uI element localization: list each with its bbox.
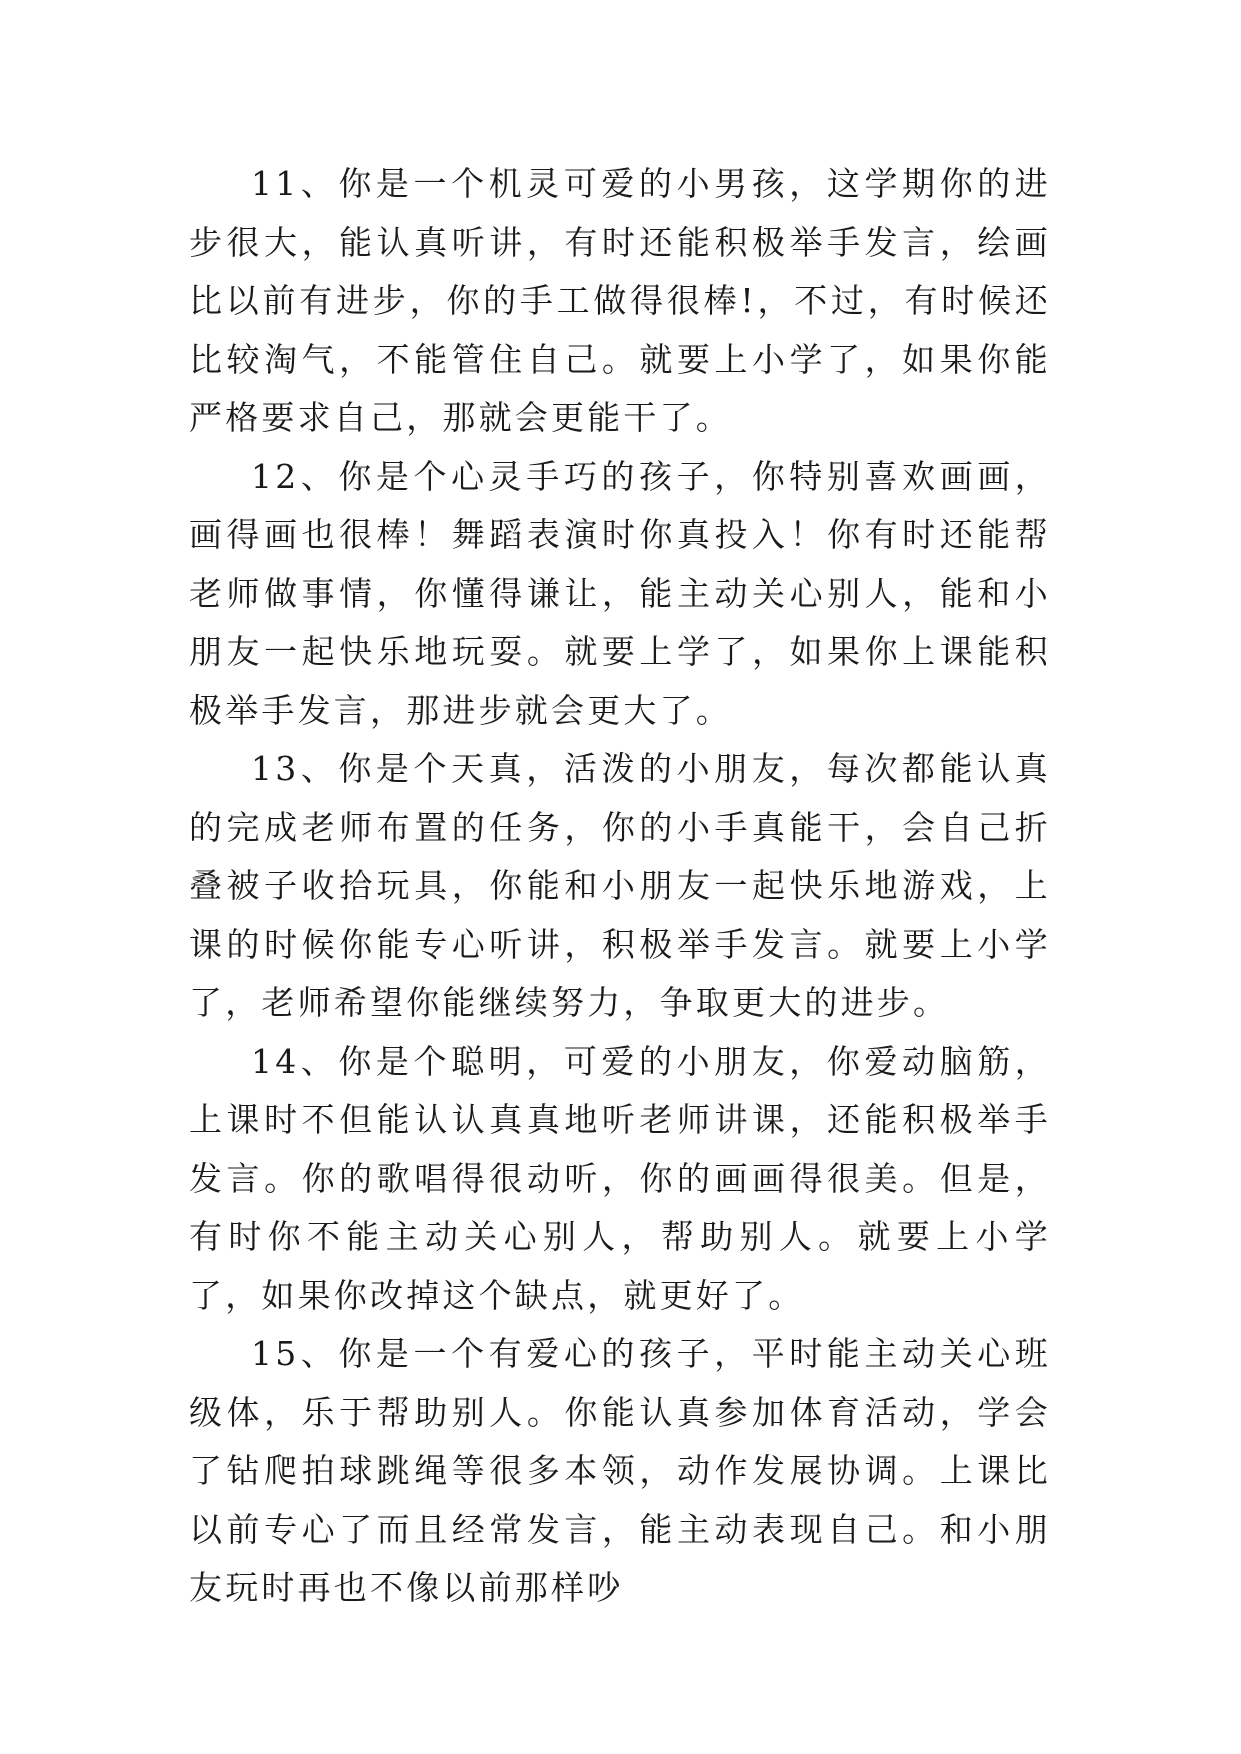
- paragraph-13: 13、你是个天真，活泼的小朋友，每次都能认真的完成老师布置的任务，你的小手真能干，会自己折叠被子收拾玩具，你能和小朋友一起快乐地游戏，上课的时候你能专心听讲，积极举手发言。就要上小学了，老师希望你能继续努力，争取更大的进步。: [189, 749, 1051, 1022]
- paragraph-15: 15、你是一个有爱心的孩子，平时能主动关心班级体，乐于帮助别人。你能认真参加体育活动，学会了钻爬拍球跳绳等很多本领，动作发展协调。上课比以前专心了而且经常发言，能主动表现自己。和小朋友玩时再也不像以前那样吵: [189, 1334, 1051, 1607]
- paragraph-14: 14、你是个聪明，可爱的小朋友，你爱动脑筋，上课时不但能认认真真地听老师讲课，还能积极举手发言。你的歌唱得很动听，你的画画得很美。但是，有时你不能主动关心别人，帮助别人。就要上小学了，如果你改掉这个缺点，就更好了。: [189, 1041, 1051, 1315]
- document-body: [189, 155, 1051, 1618]
- paragraph-11: 11、你是一个机灵可爱的小男孩，这学期你的进步很大，能认真听讲，有时还能积极举手发言，绘画比以前有进步，你的手工做得很棒!，不过，有时候还比较淘气，不能管住自己。就要上小学了，如果你能严格要求自己，那就会更能干了。: [189, 164, 1051, 437]
- paragraph-12: 12、你是个心灵手巧的孩子，你特别喜欢画画，画得画也很棒！舞蹈表演时你真投入！你有时还能帮老师做事情，你懂得谦让，能主动关心别人，能和小朋友一起快乐地玩耍。就要上学了，如果你上课能积极举手发言，那进步就会更大了。: [189, 456, 1051, 730]
